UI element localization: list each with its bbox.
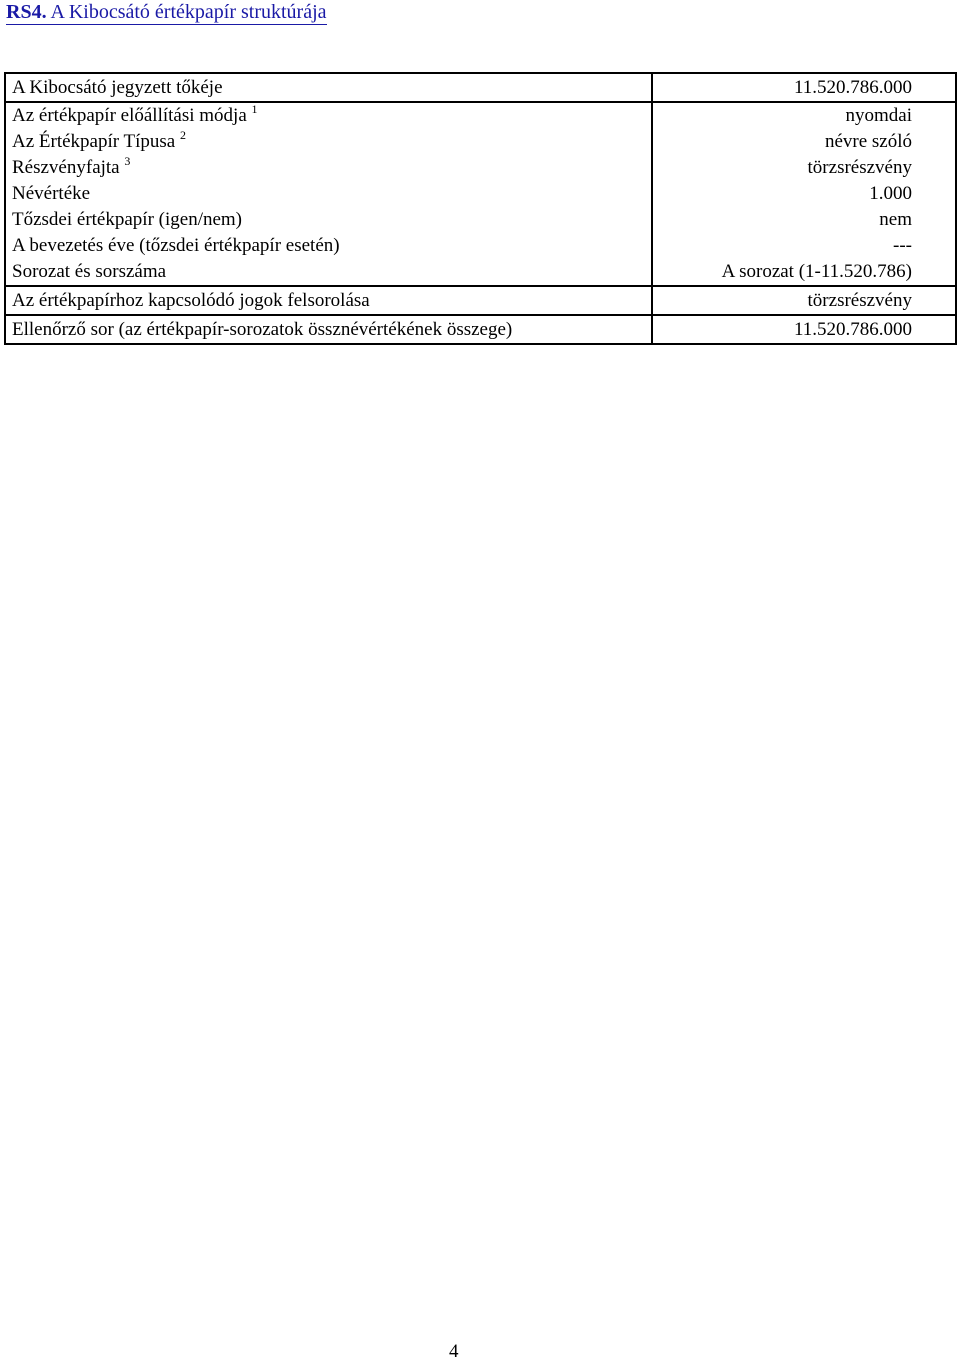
capital-value: 11.520.786.000 <box>652 73 956 102</box>
details-labels-cell <box>5 102 652 286</box>
listed-value: nem <box>879 209 912 230</box>
rights-label: Az értékpapírhoz kapcsolódó jogok felsorolása <box>5 286 652 315</box>
production-footnote-ref: 1 <box>251 102 258 116</box>
section-title: A Kibocsátó értékpapír struktúrája <box>46 1 327 23</box>
production-label-line <box>12 103 645 129</box>
control-label: Ellenőrző sor (az értékpapír-sorozatok össznévértékének összege) <box>5 315 652 344</box>
page-number: 4 <box>449 1341 459 1362</box>
type-label-line <box>12 129 645 155</box>
capital-label: A Kibocsátó jegyzett tőkéje <box>5 73 652 102</box>
table-row-rights <box>5 286 956 315</box>
type-value: névre szóló <box>824 131 912 152</box>
table-row-capital <box>5 73 956 102</box>
details-values-cell <box>652 102 956 286</box>
share-kind-label-line <box>12 155 645 181</box>
rights-value: törzsrészvény <box>652 286 956 315</box>
production-label: Az értékpapír előállítási módja <box>12 105 247 126</box>
series-label: Sorozat és sorszáma <box>12 261 167 282</box>
production-value: nyomdai <box>845 105 912 126</box>
type-label: Az Értékpapír Típusa <box>12 131 176 152</box>
series-value: A sorozat (1-11.520.786) <box>721 261 912 282</box>
control-value: 11.520.786.000 <box>652 315 956 344</box>
nominal-value: 1.000 <box>869 183 912 204</box>
listed-label: Tőzsdei értékpapír (igen/nem) <box>12 209 243 230</box>
section-heading <box>6 0 327 25</box>
section-code: RS4. <box>6 1 47 23</box>
type-footnote-ref: 2 <box>179 128 186 142</box>
intro-year-label: A bevezetés éve (tőzsdei értékpapír esetén) <box>12 235 340 256</box>
table-row-control <box>5 315 956 344</box>
share-kind-label: Részvényfajta <box>12 157 120 178</box>
nominal-label: Névértéke <box>12 183 91 204</box>
share-kind-value: törzsrészvény <box>807 157 912 178</box>
share-kind-footnote-ref: 3 <box>124 154 131 168</box>
securities-structure-table <box>4 72 957 345</box>
intro-year-value: --- <box>893 235 912 256</box>
table-row-security-details <box>5 102 956 286</box>
